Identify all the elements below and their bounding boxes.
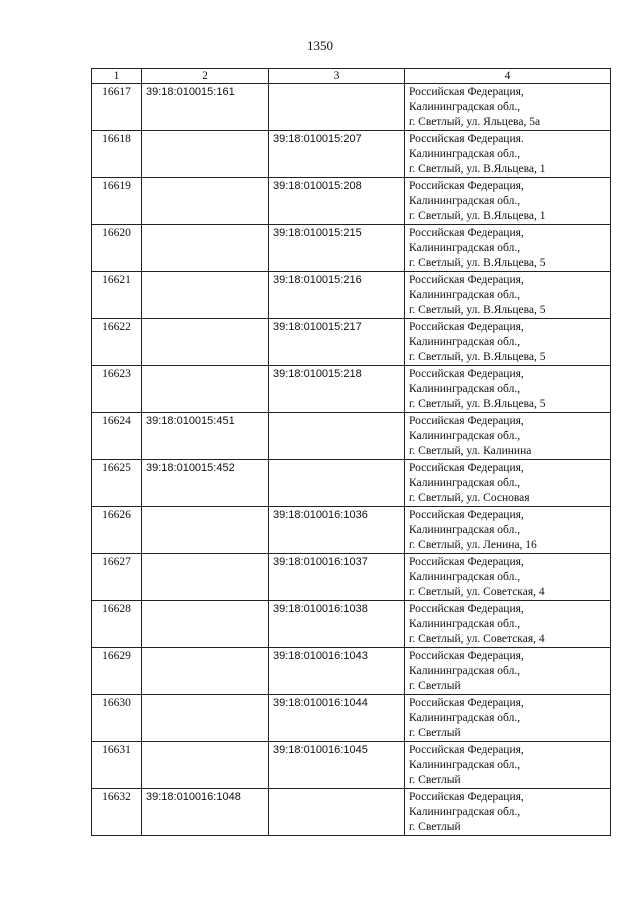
cadastral-number-col2-cell	[142, 742, 269, 789]
table-row	[92, 554, 611, 601]
table-row	[92, 366, 611, 413]
table-row	[92, 319, 611, 366]
cadastral-number-col3-cell	[269, 460, 405, 507]
address-line: Российская Федерация,	[409, 509, 524, 521]
table-body	[92, 84, 611, 836]
row-number-cell: 16625	[92, 460, 142, 507]
address-line: Калининградская обл.,	[409, 759, 521, 771]
row-number-cell: 16620	[92, 225, 142, 272]
address-line: Российская Федерация,	[409, 321, 524, 333]
cadastral-number-col2-cell	[142, 507, 269, 554]
address-line: Российская Федерация,	[409, 368, 524, 380]
address-line: Калининградская обл.,	[409, 430, 521, 442]
cadastral-number-col3-cell: 39:18:010016:1037	[269, 554, 405, 601]
table-row	[92, 84, 611, 131]
address-line: г. Светлый	[409, 680, 461, 692]
address-cell	[405, 507, 611, 554]
address-line: г. Светлый, ул. Калинина	[409, 445, 532, 457]
row-number-cell: 16617	[92, 84, 142, 131]
address-cell	[405, 131, 611, 178]
address-line: г. Светлый, ул. Ленина, 16	[409, 539, 537, 551]
address-line: Калининградская обл.,	[409, 383, 521, 395]
cadastral-number-col3-cell: 39:18:010016:1044	[269, 695, 405, 742]
table-row	[92, 178, 611, 225]
row-number-cell: 16624	[92, 413, 142, 460]
address-line: г. Светлый	[409, 821, 461, 833]
address-line: Российская Федерация,	[409, 556, 524, 568]
cadastral-number-col3-cell: 39:18:010015:216	[269, 272, 405, 319]
address-line: Калининградская обл.,	[409, 148, 521, 160]
address-cell	[405, 319, 611, 366]
address-line: г. Светлый, ул. В.Яльцева, 5	[409, 304, 546, 316]
row-number-cell: 16619	[92, 178, 142, 225]
table-row	[92, 131, 611, 178]
header-row	[92, 69, 611, 84]
row-number-cell: 16632	[92, 789, 142, 836]
address-line: г. Светлый, ул. Советская, 4	[409, 586, 545, 598]
address-cell	[405, 695, 611, 742]
cadastral-number-col3-cell	[269, 84, 405, 131]
address-line: Российская Федерация,	[409, 227, 524, 239]
table-row	[92, 742, 611, 789]
address-line: г. Светлый, ул. Яльцева, 5а	[409, 116, 541, 128]
cadastral-number-col3-cell: 39:18:010015:215	[269, 225, 405, 272]
address-line: г. Светлый, ул. В.Яльцева, 5	[409, 257, 546, 269]
cadastral-number-col3-cell: 39:18:010016:1038	[269, 601, 405, 648]
address-line: г. Светлый, ул. В.Яльцева, 1	[409, 163, 546, 175]
address-cell	[405, 225, 611, 272]
address-line: Калининградская обл.,	[409, 242, 521, 254]
cadastral-number-col2-cell	[142, 554, 269, 601]
cadastral-number-col2-cell	[142, 178, 269, 225]
row-number-cell: 16627	[92, 554, 142, 601]
address-line: Российская Федерация,	[409, 744, 524, 756]
address-cell	[405, 84, 611, 131]
address-line: Российская Федерация,	[409, 791, 524, 803]
table-row	[92, 507, 611, 554]
address-line: Калининградская обл.,	[409, 524, 521, 536]
address-line: Калининградская обл.,	[409, 477, 521, 489]
address-line: Калининградская обл.,	[409, 712, 521, 724]
address-cell	[405, 648, 611, 695]
cadastral-number-col2-cell	[142, 225, 269, 272]
table-row	[92, 460, 611, 507]
address-cell	[405, 554, 611, 601]
cadastral-number-col3-cell: 39:18:010015:207	[269, 131, 405, 178]
address-line: Калининградская обл.,	[409, 806, 521, 818]
cadastral-number-col2-cell	[142, 695, 269, 742]
cadastral-number-col2-cell: 39:18:010015:451	[142, 413, 269, 460]
cadastral-number-col2-cell: 39:18:010016:1048	[142, 789, 269, 836]
address-cell	[405, 272, 611, 319]
row-number-cell: 16622	[92, 319, 142, 366]
table-row	[92, 601, 611, 648]
address-line: Российская Федерация,	[409, 86, 524, 98]
address-line: Российская Федерация,	[409, 415, 524, 427]
header-col-3: 3	[269, 69, 405, 84]
address-line: г. Светлый	[409, 774, 461, 786]
cadastral-number-col2-cell	[142, 319, 269, 366]
address-line: Калининградская обл.,	[409, 195, 521, 207]
row-number-cell: 16621	[92, 272, 142, 319]
row-number-cell: 16631	[92, 742, 142, 789]
cadastral-number-col3-cell: 39:18:010016:1043	[269, 648, 405, 695]
table-row	[92, 272, 611, 319]
row-number-cell: 16618	[92, 131, 142, 178]
row-number-cell: 16628	[92, 601, 142, 648]
address-cell	[405, 742, 611, 789]
table-row	[92, 225, 611, 272]
address-line: г. Светлый, ул. Советская, 4	[409, 633, 545, 645]
cadastral-number-col3-cell: 39:18:010016:1036	[269, 507, 405, 554]
cadastral-number-col2-cell: 39:18:010015:452	[142, 460, 269, 507]
cadastral-number-col3-cell: 39:18:010015:208	[269, 178, 405, 225]
page-number: 1350	[307, 38, 333, 53]
table-row	[92, 789, 611, 836]
cadastral-number-col3-cell: 39:18:010015:218	[269, 366, 405, 413]
address-line: г. Светлый, ул. Сосновая	[409, 492, 530, 504]
cadastral-number-col3-cell	[269, 789, 405, 836]
address-cell	[405, 789, 611, 836]
header-col-4: 4	[405, 69, 611, 84]
address-line: Российская Федерация,	[409, 697, 524, 709]
cadastral-number-col2-cell	[142, 601, 269, 648]
table-row	[92, 648, 611, 695]
address-line: г. Светлый, ул. В.Яльцева, 5	[409, 351, 546, 363]
address-line: Российская Федерация.	[409, 133, 524, 145]
cadastral-number-col3-cell: 39:18:010016:1045	[269, 742, 405, 789]
address-cell	[405, 460, 611, 507]
address-line: г. Светлый	[409, 727, 461, 739]
registry-table	[91, 68, 611, 836]
row-number-cell: 16623	[92, 366, 142, 413]
address-cell	[405, 413, 611, 460]
header-col-1: 1	[92, 69, 142, 84]
cadastral-number-col2-cell: 39:18:010015:161	[142, 84, 269, 131]
table-row	[92, 413, 611, 460]
address-cell	[405, 366, 611, 413]
address-cell	[405, 178, 611, 225]
address-line: г. Светлый, ул. В.Яльцева, 1	[409, 210, 546, 222]
address-line: Калининградская обл.,	[409, 101, 521, 113]
cadastral-number-col3-cell	[269, 413, 405, 460]
row-number-cell: 16626	[92, 507, 142, 554]
address-line: Калининградская обл.,	[409, 336, 521, 348]
address-line: г. Светлый, ул. В.Яльцева, 5	[409, 398, 546, 410]
row-number-cell: 16629	[92, 648, 142, 695]
address-line: Калининградская обл.,	[409, 571, 521, 583]
cadastral-number-col2-cell	[142, 648, 269, 695]
cadastral-number-col3-cell: 39:18:010015:217	[269, 319, 405, 366]
row-number-cell: 16630	[92, 695, 142, 742]
cadastral-number-col2-cell	[142, 131, 269, 178]
cadastral-number-col2-cell	[142, 366, 269, 413]
address-cell	[405, 601, 611, 648]
address-line: Калининградская обл.,	[409, 665, 521, 677]
table-header	[92, 69, 611, 84]
address-line: Российская Федерация,	[409, 650, 524, 662]
address-line: Российская Федерация,	[409, 274, 524, 286]
header-col-2: 2	[142, 69, 269, 84]
address-line: Российская Федерация,	[409, 603, 524, 615]
address-line: Калининградская обл.,	[409, 289, 521, 301]
address-line: Калининградская обл.,	[409, 618, 521, 630]
cadastral-number-col2-cell	[142, 272, 269, 319]
table-row	[92, 695, 611, 742]
address-line: Российская Федерация,	[409, 462, 524, 474]
address-line: Российская Федерация,	[409, 180, 524, 192]
